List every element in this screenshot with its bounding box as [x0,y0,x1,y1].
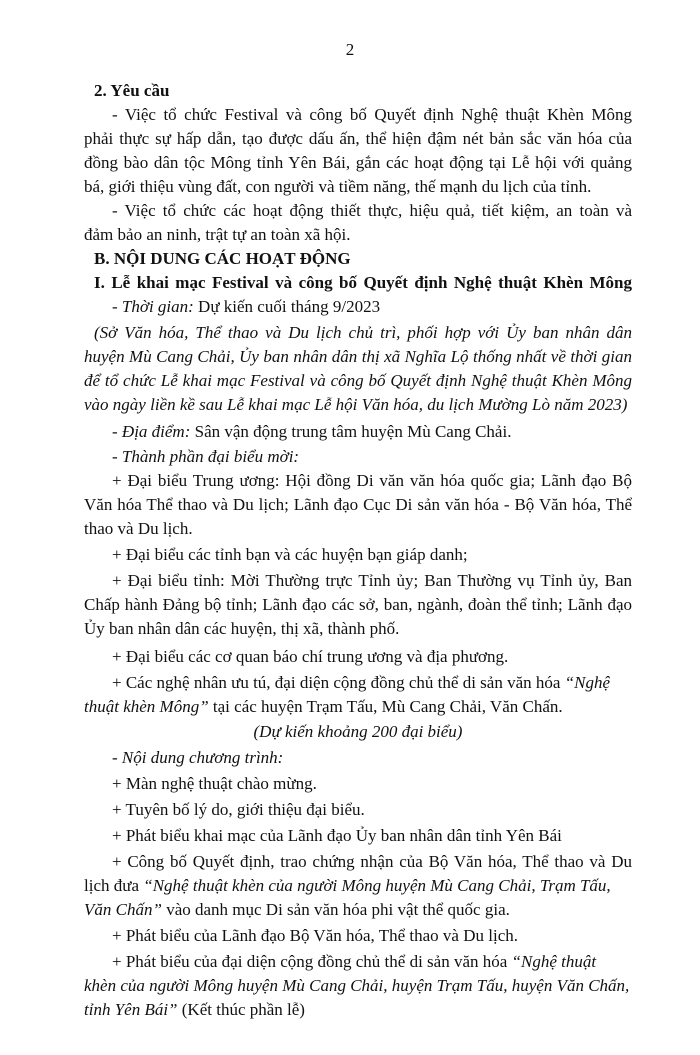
time-value: Dự kiến cuối tháng 9/2023 [193,297,381,316]
text-run: tại các huyện Trạm Tấu, Mù Cang Chải, Văn Chấn. [208,697,563,716]
program-item: + Màn nghệ thuật chào mừng. [112,774,317,793]
program-item [84,998,632,1022]
text-run: Văn Chấn” [84,900,162,919]
paragraph-line: - Việc tổ chức Festival và công bố Quyết định Nghệ thuật Khèn Mông [112,105,632,124]
paragraph-line: đồng bào dân tộc Mông tỉnh Yên Bái, gắn các hoạt động tại Lễ hội với quảng [84,153,632,172]
paragraph-line [112,671,632,695]
note-line: vào ngày liền kề sau Lễ khai mạc Lễ hội Văn hóa, du lịch Mường Lò năm 2023) [84,395,628,414]
text-run: “Nghệ thuật [511,952,597,971]
paragraph-line: Văn hóa Thể thao và Du lịch; Lãnh đạo Cục Di sản văn hóa - Bộ Văn hóa, Thể [84,495,632,514]
note-line: (Sở Văn hóa, Thể thao và Du lịch chủ trì, phối hợp với Ủy ban nhân dân [94,323,632,342]
program-item [84,898,632,922]
text-run: lịch đưa [84,876,144,895]
time-line [112,295,660,319]
program-item: + Phát biểu khai mạc của Lãnh đạo Ủy ban nhân dân tỉnh Yên Bái [112,826,562,845]
program-item [84,874,632,898]
paragraph-line: + Đại biểu Trung ương: Hội đồng Di văn văn hóa quốc gia; Lãnh đạo Bộ [112,471,632,490]
program-item: khèn của người Mông huyện Mù Cang Chải, huyện Trạm Tấu, huyện Văn Chấn, [84,976,630,995]
section-2-heading: 2. Yêu cầu [94,81,170,100]
guests-label: - Thành phần đại biểu mời: [112,447,300,466]
paragraph-line: Chấp hành Đảng bộ tỉnh; Lãnh đạo các sở, ban, ngành, đoàn thể tỉnh; Lãnh đạo [84,595,632,614]
estimate-line: (Dự kiến khoảng 200 đại biểu) [253,722,463,741]
program-item [112,950,660,974]
paragraph-line: đảm bảo an ninh, trật tự an toàn xã hội. [84,225,351,244]
program-item: + Tuyên bố lý do, giới thiệu đại biểu. [112,800,365,819]
section-i-heading: I. Lễ khai mạc Festival và công bố Quyết định Nghệ thuật Khèn Mông [94,273,632,292]
time-label: - Thời gian: [112,297,194,316]
paragraph-line: thao và Du lịch. [84,519,193,538]
paragraph-line: bá, giới thiệu vùng đất, con người và tiềm năng, thế mạnh du lịch của tỉnh. [84,177,592,196]
place-value: Sân vận động trung tâm huyện Mù Cang Chải. [190,422,512,441]
text-run: thuật khèn Mông” [84,697,209,716]
text-run: “Nghệ [564,673,611,692]
program-item: + Phát biểu của Lãnh đạo Bộ Văn hóa, Thể thao và Du lịch. [112,926,518,945]
paragraph-line: - Việc tổ chức các hoạt động thiết thực, hiệu quả, tiết kiệm, an toàn và [112,201,632,220]
paragraph-line: + Đại biểu các cơ quan báo chí trung ương và địa phương. [112,647,509,666]
section-b-heading: B. NỘI DUNG CÁC HOẠT ĐỘNG [94,249,351,268]
paragraph-line: + Đại biểu tỉnh: Mời Thường trực Tỉnh ủy; Ban Thường vụ Tỉnh ủy, Ban [112,571,632,590]
note-line: để tổ chức Lễ khai mạc Festival và công bố Quyết định Nghệ thuật Khèn Mông [84,371,632,390]
program-item: + Công bố Quyết định, trao chứng nhận của Bộ Văn hóa, Thể thao và Du [112,852,632,871]
paragraph-line: Ủy ban nhân dân các huyện, thị xã, thành phố. [84,619,400,638]
text-run: + Các nghệ nhân ưu tú, đại diện cộng đồng chủ thể di sản văn hóa [112,673,565,692]
paragraph-line: + Đại biểu các tỉnh bạn và các huyện bạn giáp danh; [112,545,468,564]
place-line [112,420,660,444]
place-label: - Địa điểm: [112,422,191,441]
text-run: (Kết thúc phần lễ) [177,1000,305,1019]
paragraph-line [84,695,632,719]
text-run: + Phát biểu của đại diện cộng đồng chủ thể di sản văn hóa [112,952,512,971]
program-label: - Nội dung chương trình: [112,748,284,767]
text-run: vào danh mục Di sản văn hóa phi vật thể quốc gia. [161,900,510,919]
paragraph-line: phải thực sự hấp dẫn, tạo được dấu ấn, thể hiện đậm nét bản sắc văn hóa của [84,129,632,148]
page-number: 2 [345,40,355,59]
text-run: “Nghệ thuật khèn của người Mông huyện Mù Cang Chải, Trạm Tấu, [143,876,611,895]
text-run: tỉnh Yên Bái” [84,1000,178,1019]
note-line: huyện Mù Cang Chải, Ủy ban nhân dân thị xã Nghĩa Lộ thống nhất về thời gian [84,347,632,366]
